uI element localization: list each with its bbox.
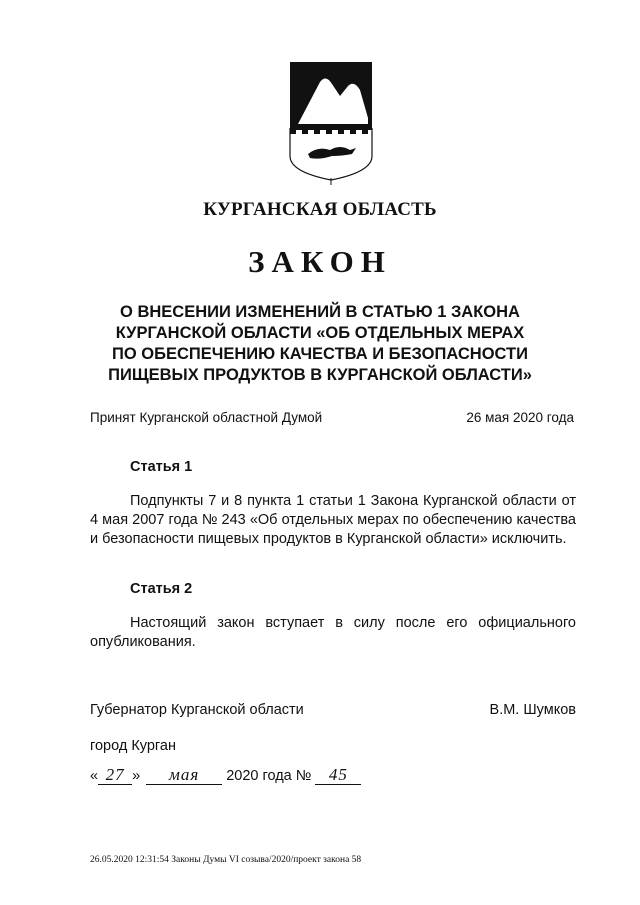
adoption-date: 26 мая 2020 года	[466, 410, 574, 425]
handwritten-month: мая	[146, 766, 222, 785]
handwritten-number: 45	[315, 766, 361, 785]
city: город Курган	[90, 738, 176, 754]
adoption-text: Принят Курганской областной Думой	[90, 410, 323, 425]
document-type: ЗАКОН	[248, 244, 392, 279]
article-1-text: Подпункты 7 и 8 пункта 1 статьи 1 Закона Курганской области от 4 мая 2007 года № 243 «Об отдельных мерах по обеспечению качества и безопасности пищевых продуктов в Курганской области» исключить.	[90, 493, 576, 547]
governor-position: Губернатор Курганской области	[90, 702, 304, 718]
open-quote: «	[90, 768, 99, 784]
article-1-heading: Статья 1	[130, 459, 193, 475]
close-quote: »	[132, 768, 141, 784]
law-title-line: ПО ОБЕСПЕЧЕНИЮ КАЧЕСТВА И БЕЗОПАСНОСТИ	[112, 345, 528, 363]
year-label: 2020 года №	[226, 768, 312, 784]
file-path-footer: 26.05.2020 12:31:54 Законы Думы VI созыва/2020/проект закона 58	[90, 855, 362, 865]
coat-of-arms-emblem	[286, 60, 376, 185]
law-title	[60, 302, 580, 386]
governor-name: В.М. Шумков	[489, 702, 576, 718]
law-title-line: ПИЩЕВЫХ ПРОДУКТОВ В КУРГАНСКОЙ ОБЛАСТИ»	[108, 366, 532, 384]
law-title-line: О ВНЕСЕНИИ ИЗМЕНЕНИЙ В СТАТЬЮ 1 ЗАКОНА	[120, 303, 520, 321]
signing-dateline	[90, 766, 361, 785]
article-2-heading: Статья 2	[130, 581, 193, 597]
law-title-line: КУРГАНСКОЙ ОБЛАСТИ «ОБ ОТДЕЛЬНЫХ МЕРАХ	[115, 324, 525, 342]
handwritten-day: 27	[98, 766, 132, 785]
article-2-text: Настоящий закон вступает в силу после его официального опубликования.	[90, 615, 576, 650]
region-name: КУРГАНСКАЯ ОБЛАСТЬ	[203, 199, 437, 220]
